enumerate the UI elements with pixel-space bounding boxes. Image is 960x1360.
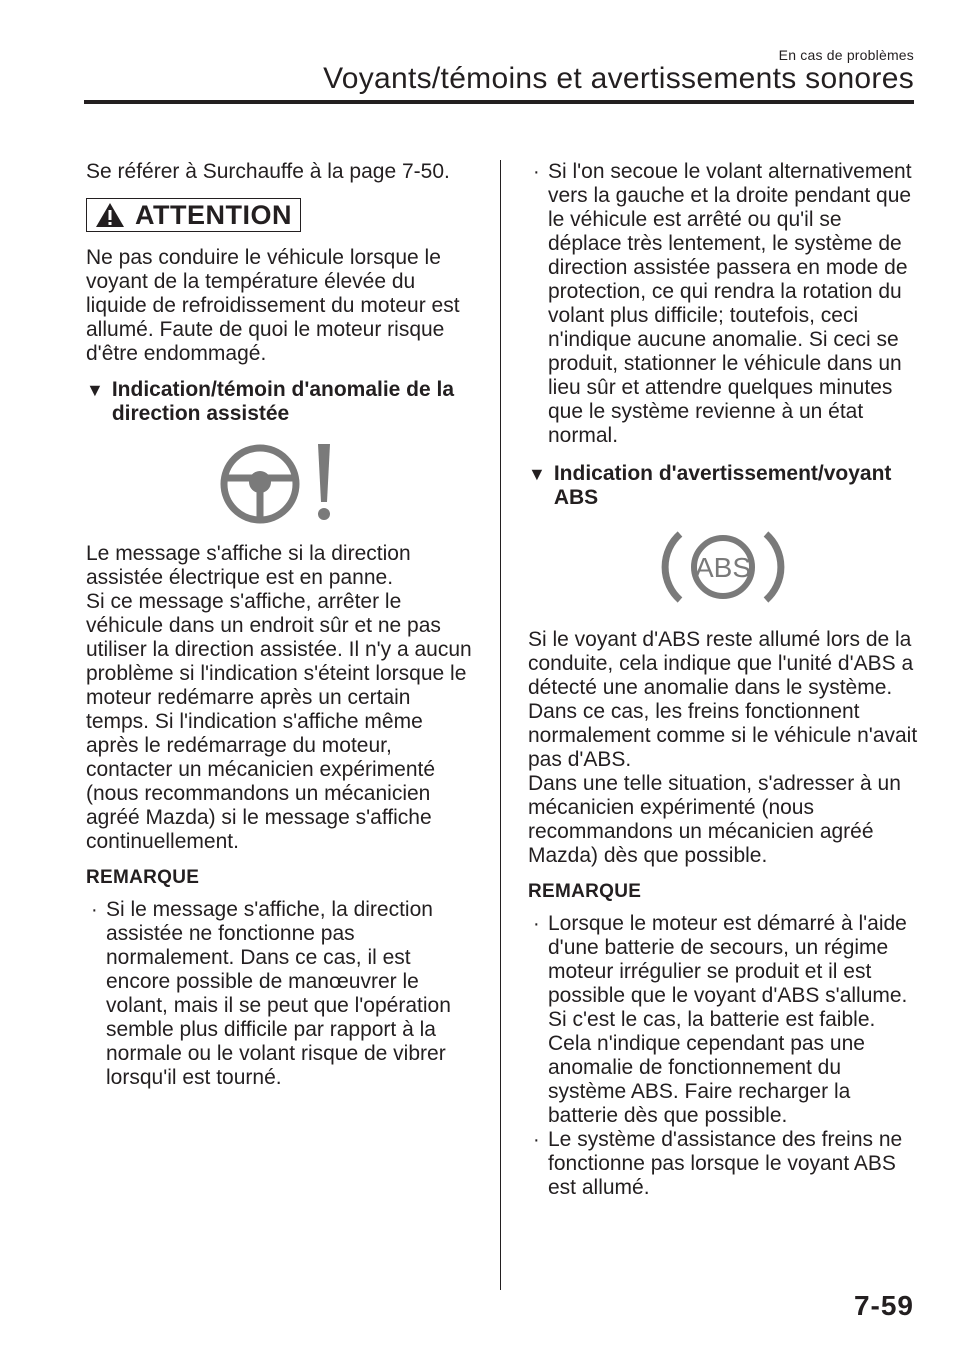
chapter-label: En cas de problèmes: [778, 47, 914, 63]
intro-text: Se référer à Surchauffe à la page 7-50.: [86, 160, 450, 183]
section-marker-icon: ▼: [528, 464, 546, 484]
abs-para-2: Dans une telle situation, s'adresser à un mécanicien expérimenté (nous recommandons un mécanicien agréé Mazda) dès que possible.: [528, 772, 901, 867]
list-item: · Le système d'assistance des freins ne fonctionne pas lorsque le voyant ABS est allumé.: [533, 1128, 903, 1199]
abs-label: ABS: [694, 552, 752, 583]
note-list-continued: [528, 160, 918, 448]
note-list: [86, 898, 472, 1090]
attention-box: [86, 198, 301, 232]
warning-triangle-icon: [95, 202, 125, 228]
section-heading-text: Indication/témoin d'anomalie de la direction assistée: [111, 378, 455, 425]
steering-para-2: Si ce message s'affiche, arrêter le véhicule dans un endroit sûr et ne pas utiliser la direction assistée. Il n'y a aucun problème si l'indication s'éteint lorsque le moteur redémarre après un certain temps. Si l'indication s'affiche même après le redémarrage du moteur, contacter un mécanicien expérimenté (nous recommandons un mécanicien agréé Mazda) si le message s'affiche continuellement.: [86, 590, 472, 853]
note-title: REMARQUE: [86, 867, 200, 888]
page-title: Voyants/témoins et avertissements sonores: [323, 62, 914, 95]
page-number: 7-59: [853, 1290, 914, 1321]
section-marker-icon: ▼: [86, 380, 104, 400]
list-item: · Lorsque le moteur est démarré à l'aide d'une batterie de secours, un régime moteur irrégulier se produit et il est possible que le voyant d'ABS s'allume. Si c'est le cas, la batterie est faible. Cela n'indique cependant pas une anomalie de fonctionnement du système ABS. Faire recharger la batterie dès que possible.: [533, 912, 908, 1127]
steering-warning-icon: [214, 440, 344, 524]
attention-text: Ne pas conduire le véhicule lorsque le voyant de la température élevée du liquide de refroidissement du moteur est allumé. Faute de quoi le moteur risque d'être endommagé.: [86, 246, 460, 365]
abs-warning-icon: [658, 524, 788, 610]
left-column: [86, 160, 472, 1090]
attention-label: ATTENTION: [135, 200, 292, 230]
header-rule: [84, 100, 914, 104]
list-item: · Si le message s'affiche, la direction assistée ne fonctionne pas normalement. Dans ce cas, il est encore possible de manœuvrer le volant, mais il se peut que l'opération semble plus difficile par rapport à la normale ou le volant risque de vibrer lorsqu'il est tourné.: [91, 898, 451, 1089]
note-list: [528, 912, 918, 1200]
section-heading-abs: [528, 462, 918, 510]
right-column: [528, 160, 918, 1200]
steering-para-1: Le message s'affiche si la direction assistée électrique est en panne.: [86, 542, 411, 589]
column-divider: [500, 160, 501, 1290]
section-heading-steering: [86, 378, 472, 426]
note-title: REMARQUE: [528, 881, 642, 902]
list-item: · Si l'on secoue le volant alternativement vers la gauche et la droite pendant que le véhicule est arrêté ou qu'il se déplace très lentement, le système de direction assistée passera en mode de protection, ce qui rendra la rotation du volant plus difficile; toutefois, ceci n'indique aucune anomalie. Si ceci se produit, stationner le véhicule dans un lieu sûr et attendre quelques minutes que le système revienne à un état normal.: [533, 160, 912, 447]
section-heading-text: Indication d'avertissement/voyant ABS: [553, 462, 892, 509]
abs-para-1: Si le voyant d'ABS reste allumé lors de la conduite, cela indique que l'unité d'ABS a détecté une anomalie dans le système. Dans ce cas, les freins fonctionnent normalement comme si le véhicule n'avait pas d'ABS.: [528, 628, 918, 771]
